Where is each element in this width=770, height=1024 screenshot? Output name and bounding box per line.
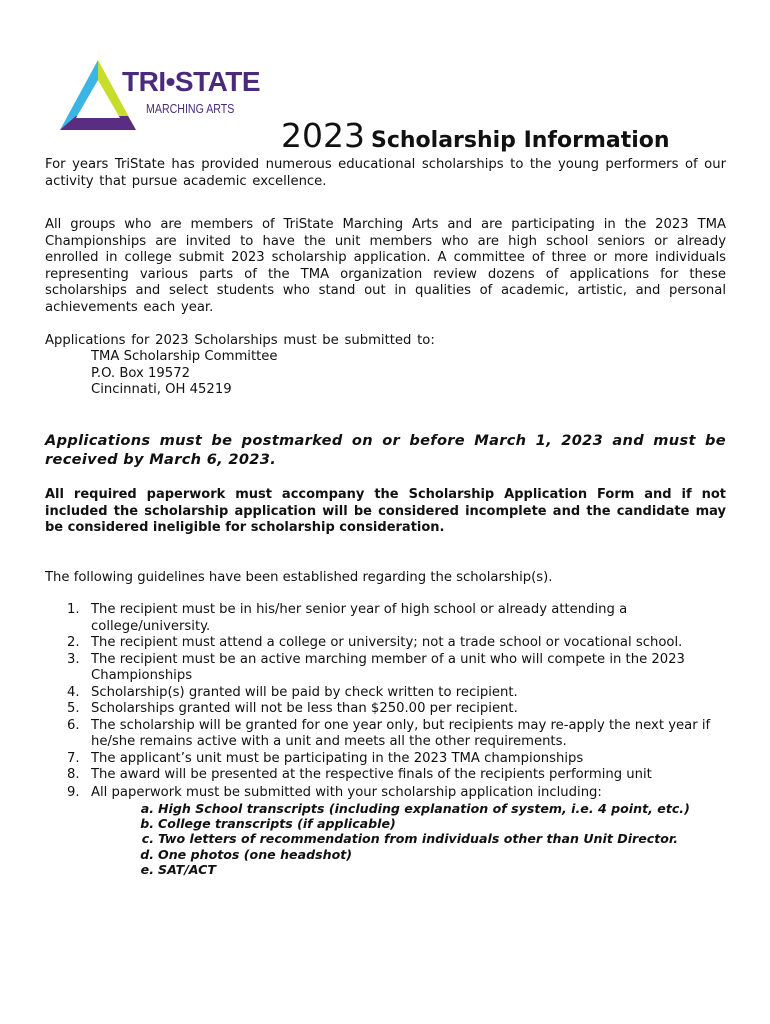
sub-list-item: e. SAT/ACT	[140, 861, 216, 877]
list-item: 8. The award will be presented at the respective finals of the recipients performing unit	[67, 767, 652, 782]
list-item: 1. The recipient must be in his/her senior year of high school or already attending a college/university.	[67, 602, 628, 634]
list-item: 7. The applicant’s unit must be participating in the 2023 TMA championships	[67, 750, 584, 766]
sub-list-item: c. Two letters of recommendation from individuals other than Unit Director.	[141, 831, 679, 847]
address-line: Cincinnati, OH 45219	[91, 382, 232, 397]
logo-subtitle: MARCHING ARTS	[146, 102, 235, 116]
list-item: 4. Scholarship(s) granted will be paid by check written to recipient.	[67, 684, 518, 700]
groups-paragraph: All groups who are members of TriState Marching Arts and are participating in the 2023 TMA Championships are invited to have the unit members who are high school seniors or already enrolled in college submit 2023 scholarship application. A committee of three or more individuals representing various parts of the TMA organization review dozens of applications for these scholarships and select students who stand out in qualities of academic, artistic, and personal achievements each year.	[45, 217, 726, 315]
list-item: 5. Scholarships granted will not be less than $250.00 per recipient.	[67, 701, 518, 716]
title-year: 2023	[281, 116, 365, 155]
title-text: Scholarship Information	[370, 128, 670, 153]
sub-list-item: a. High School transcripts (including explanation of system, i.e. 4 point, etc.)	[140, 801, 690, 816]
deadline-notice: Applications must be postmarked on or before March 1, 2023 and must be received by March 6, 2023.	[45, 432, 726, 468]
list-item: 9. All paperwork must be submitted with your scholarship application including: a. High School transcripts (including explanation of system, i.e. 4 point, etc.) b. College transcripts (if applicable) c. Two letters of recommendation from individuals other than Unit Director. d. One photos (one headshot) e. SAT/ACT	[45, 785, 725, 878]
intro-paragraph: For years TriState has provided numerous educational scholarships to the young performers of our activity that pursue academic excellence.	[45, 157, 726, 189]
tristate-logo	[58, 58, 261, 134]
sub-list-item: b. College transcripts (if applicable)	[140, 816, 396, 832]
logo-wordmark: TRI•STATE	[122, 66, 261, 97]
list-item: 6. The scholarship will be granted for one year only, but recipients may re-apply the next year if he/she remains active with a unit and meets all the other requirements.	[67, 717, 711, 749]
mailing-address	[91, 349, 278, 399]
guidelines-list	[45, 602, 725, 877]
list-item: 2. The recipient must attend a college or university; not a trade school or vocational school.	[67, 635, 683, 650]
paperwork-sublist	[91, 801, 725, 877]
address-line: P.O. Box 19572	[91, 365, 190, 381]
list-item: 3. The recipient must be an active marching member of a unit who will compete in the 2023 Championships	[67, 651, 685, 683]
sub-list-item: d. One photos (one headshot)	[140, 846, 352, 862]
page-title	[281, 116, 670, 155]
submit-to-line: Applications for 2023 Scholarships must be submitted to:	[45, 333, 435, 348]
address-line: TMA Scholarship Committee	[91, 349, 278, 364]
required-paperwork-notice: All required paperwork must accompany the Scholarship Application Form and if not included the scholarship application will be considered incomplete and the candidate may be considered ineligible for scholarship consideration.	[45, 487, 726, 535]
guidelines-intro: The following guidelines have been established regarding the scholarship(s).	[45, 570, 553, 585]
